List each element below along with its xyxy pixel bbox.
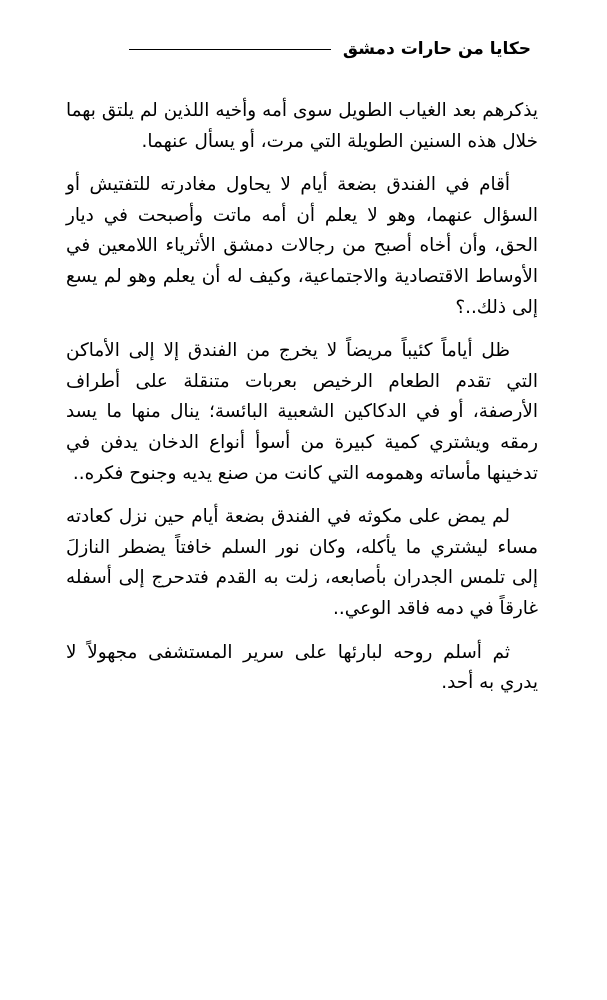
- paragraph-continued: يذكرهم بعد الغياب الطويل سوى أمه وأخيه اللذين لم يلتق بهما خلال هذه السنين الطويلة التي مرت، أو يسأل عنهما.: [66, 100, 538, 152]
- running-header: [129, 34, 531, 64]
- paragraph: لم يمض على مكوثه في الفندق بضعة أيام حين نزل كعادته مساء ليشتري ما يأكله، وكان نور السلم خافتاً يضطر النازلَ إلى تلمس الجدران بأصابعه، زلت به القدم فتدحرج إلى أسفله غارقاً في دمه فاقد الوعي..: [66, 506, 538, 619]
- paragraph: ظل أياماً كئيباً مريضاً لا يخرج من الفندق إلا إلى الأماكن التي تقدم الطعام الرخيص بعربات متنقلة على أطراف الأرصفة، أو في الدكاكين الشعبية البائسة؛ ينال منها ما يسد رمقه ويشتري كمية كبيرة من أسوأ أنواع الدخان يدفن في تدخينها مأساته وهمومه التي كانت من صنع يديه وجنوح فكره..: [66, 340, 538, 484]
- paragraph: أقام في الفندق بضعة أيام لا يحاول مغادرته للتفتيش أو السؤال عنهما، وهو لا يعلم أن أمه ماتت وأصبحت في ديار الحق، وأن أخاه أصبح من رجالات دمشق الأثرياء اللامعين في الأوساط الاقتصادية والاجتماعية، وكيف له أن يعلم وهو لم يسع إلى ذلك..؟: [66, 174, 538, 318]
- page-body: [66, 96, 538, 712]
- running-header-title: حكايا من حارات دمشق: [342, 39, 531, 59]
- paragraph: ثم أسلم روحه لبارئها على سرير المستشفى مجهولاً لا يدري به أحد.: [66, 641, 538, 694]
- header-rule: [129, 49, 331, 50]
